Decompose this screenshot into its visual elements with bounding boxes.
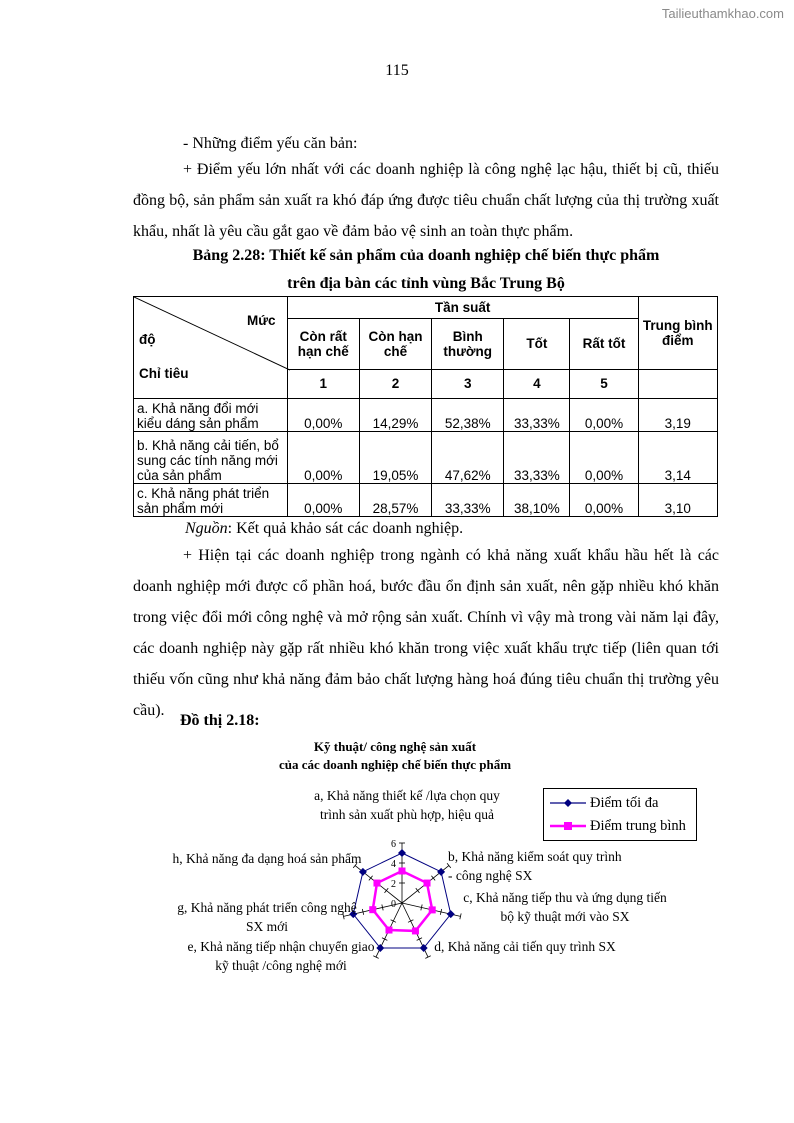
series-point-max bbox=[359, 868, 367, 876]
table-caption-line-2: trên địa bàn các tỉnh vùng Bắc Trung Bộ bbox=[287, 275, 565, 292]
chart-heading: Đồ thị 2.18: bbox=[180, 712, 260, 729]
cell-value: 0,00% bbox=[287, 484, 359, 517]
cell-value: 33,33% bbox=[504, 432, 570, 484]
radar-tick-label: 4 bbox=[391, 859, 396, 870]
column-code: 5 bbox=[570, 369, 638, 398]
axis-label-b: b, Khả năng kiểm soát quy trình - công nghệ SX bbox=[448, 849, 622, 883]
cell-avg: 3,19 bbox=[638, 399, 717, 432]
source-text: : Kết quả khảo sát các doanh nghiệp. bbox=[227, 520, 464, 537]
legend-item bbox=[550, 793, 658, 813]
row-label: b. Khả năng cải tiến, bổ sung các tính năng mới của sản phẩm bbox=[134, 432, 288, 484]
axis-label-e: e, Khả năng tiếp nhận chuyển giao kỹ thuật /công nghệ mới bbox=[187, 939, 375, 973]
corner-label-mid: độ bbox=[139, 332, 156, 347]
axis-label-h: h, Khả năng đa dạng hoá sản phẩm bbox=[172, 851, 362, 866]
cell-value: 47,62% bbox=[432, 432, 504, 484]
cell-value: 0,00% bbox=[570, 432, 638, 484]
chart-title-line-2: của các doanh nghiệp chế biến thực phẩm bbox=[278, 757, 512, 772]
column-header: Tốt bbox=[504, 319, 570, 369]
series-line-avg bbox=[373, 871, 432, 931]
cell-value: 33,33% bbox=[504, 399, 570, 432]
series-point-avg bbox=[373, 880, 380, 887]
cell-value: 38,10% bbox=[504, 484, 570, 517]
legend-item bbox=[550, 816, 686, 836]
radar-tick bbox=[384, 888, 388, 893]
legend-label: Điểm trung bình bbox=[590, 817, 686, 834]
series-point-avg bbox=[369, 906, 376, 913]
column-header: Còn rất hạn chế bbox=[287, 319, 359, 369]
series-point-avg bbox=[385, 927, 392, 934]
series-point-max bbox=[398, 849, 406, 857]
column-code: 4 bbox=[504, 369, 570, 398]
radar-tick bbox=[369, 876, 373, 881]
column-code: 1 bbox=[287, 369, 359, 398]
axis-label-a: a, Khả năng thiết kế /lựa chọn quy trình sản xuất phù hợp, hiệu quả bbox=[314, 788, 500, 822]
cell-value: 14,29% bbox=[359, 399, 431, 432]
axis-label-g: g, Khả năng phát triển công nghệ SX mới bbox=[177, 900, 357, 934]
paragraph-text: - Những điểm yếu căn bản: bbox=[183, 135, 358, 152]
cell-value: 52,38% bbox=[432, 399, 504, 432]
chart-legend bbox=[543, 788, 697, 841]
corner-label-bottom: Chỉ tiêu bbox=[139, 366, 189, 381]
cell-value: 0,00% bbox=[570, 484, 638, 517]
row-label: c. Khả năng phát triển sản phẩm mới bbox=[134, 484, 288, 517]
cell-value: 0,00% bbox=[287, 399, 359, 432]
cell-avg: 3,10 bbox=[638, 484, 717, 517]
radar-tick-label: 2 bbox=[391, 879, 396, 890]
column-header: Còn hạn chế bbox=[359, 319, 431, 369]
paragraph-text: + Hiện tại các doanh nghiệp trong ngành có khả năng xuất khẩu hầu hết là các doanh nghiệp mới được cổ phần hoá, bước đầu ổn định sản xuất, nên gặp nhiều khó khăn trong việc đổi mới công nghệ và mở rộng sản xuất. Chính vì vậy mà trong vài năm lại đây, các doanh nghiệp này gặp rất nhiều khó khăn trong việc xuất khẩu trực tiếp (liên quan tới thiếu vốn cũng như khả năng đảm bảo chất lượng hàng hoá đúng tiêu chuẩn thị trường yêu cầu). bbox=[133, 547, 719, 719]
table-caption-line-1: Bảng 2.28: Thiết kế sản phẩm của doanh nghiệp chế biến thực phẩm bbox=[192, 247, 660, 264]
cell-value: 19,05% bbox=[359, 432, 431, 484]
column-header: Bình thường bbox=[432, 319, 504, 369]
legend-label: Điểm tối đa bbox=[590, 794, 659, 811]
column-code: 3 bbox=[432, 369, 504, 398]
page-number: 115 bbox=[385, 62, 409, 79]
series-point-max bbox=[437, 868, 445, 876]
series-point-avg bbox=[412, 927, 419, 934]
avg-header: Trung bình điểm bbox=[638, 297, 717, 370]
series-point-avg bbox=[429, 906, 436, 913]
radar-tick bbox=[431, 876, 435, 881]
watermark: Tailieuthamkhao.com bbox=[661, 6, 784, 21]
axis-label-d: d, Khả năng cải tiến quy trình SX bbox=[434, 939, 616, 954]
cell-value: 28,57% bbox=[359, 484, 431, 517]
series-point-avg bbox=[399, 868, 406, 875]
cell-value: 0,00% bbox=[570, 399, 638, 432]
source-label: Nguồn bbox=[185, 520, 228, 537]
corner-label-top: Mức bbox=[247, 313, 276, 328]
cell-avg: 3,14 bbox=[638, 432, 717, 484]
chart-title-line-1: Kỹ thuật/ công nghệ sản xuất bbox=[313, 739, 477, 754]
radar-tick-label: 0 bbox=[391, 899, 396, 910]
group-header-frequency: Tần suất bbox=[287, 297, 638, 319]
column-code: 2 bbox=[359, 369, 431, 398]
square-marker-icon bbox=[550, 820, 586, 832]
paragraph-text: + Điểm yếu lớn nhất với các doanh nghiệp là công nghệ lạc hậu, thiết bị cũ, thiếu đồng bộ, sản phẩm sản xuất ra khó đáp ứng được tiêu chuẩn chất lượng của thị trường xuất khẩu, nhất là yêu cầu gắt gao về đảm bảo vệ sinh an toàn thực phẩm. bbox=[133, 161, 719, 240]
axis-label-c: c, Khả năng tiếp thu và ứng dụng tiến bộ kỹ thuật mới vào SX bbox=[463, 890, 667, 924]
radar-tick bbox=[416, 888, 420, 893]
row-label: a. Khả năng đổi mới kiểu dáng sản phẩm bbox=[134, 399, 288, 432]
column-header: Rất tốt bbox=[570, 319, 638, 369]
cell-value: 33,33% bbox=[432, 484, 504, 517]
series-point-avg bbox=[424, 880, 431, 887]
radar-tick-label: 6 bbox=[391, 839, 396, 850]
diamond-marker-icon bbox=[550, 797, 586, 809]
cell-value: 0,00% bbox=[287, 432, 359, 484]
